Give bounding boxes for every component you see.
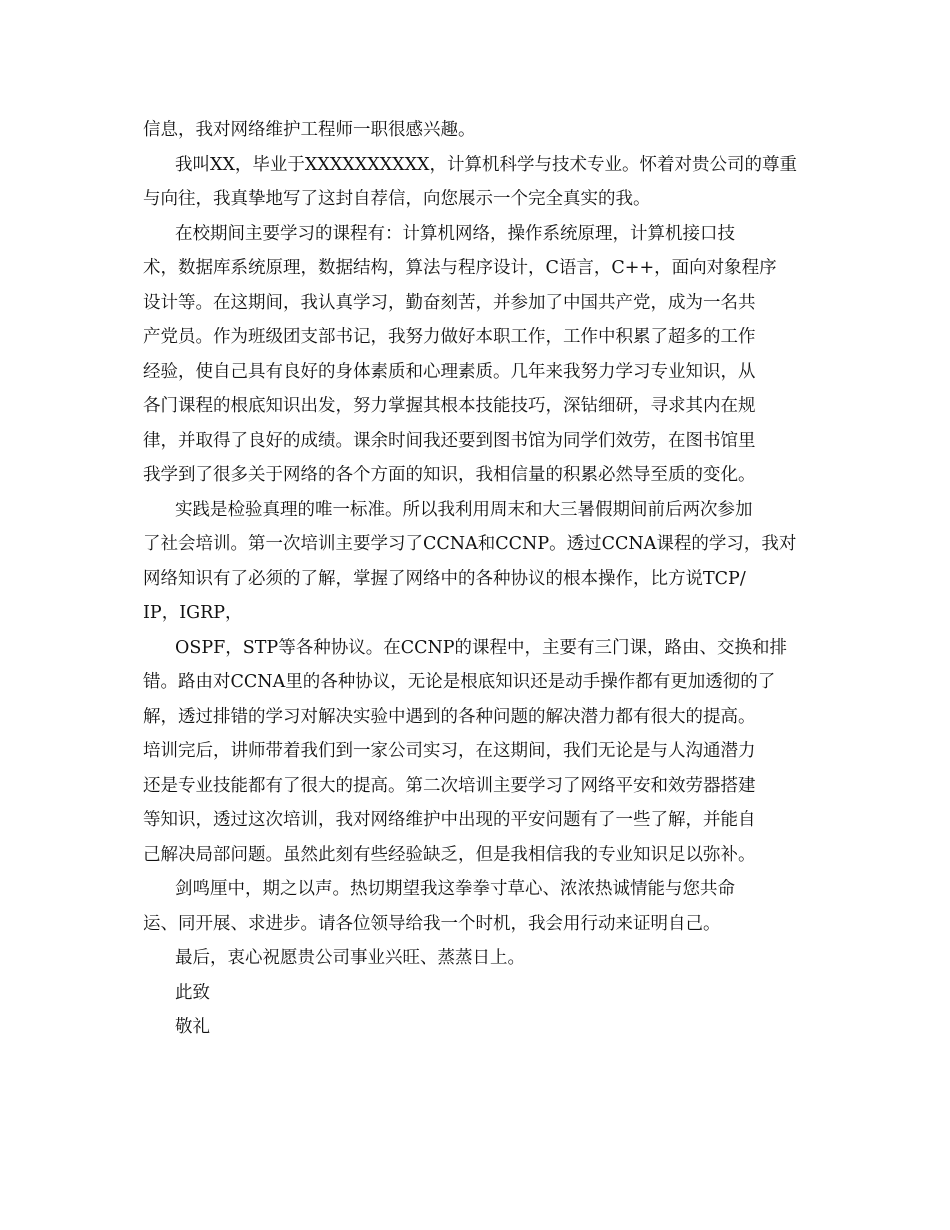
text-line: 律，并取得了良好的成绩。课余时间我还要到图书馆为同学们效劳，在图书馆里 — [143, 430, 756, 451]
text-line: 实践是检验真理的唯一标准。所以我利用周末和大三暑假期间前后两次参加 — [175, 499, 753, 520]
text-line: 了社会培训。第一次培训主要学习了CCNA和CCNP。透过CCNA课程的学习，我对 — [143, 534, 797, 554]
text-line: 等知识，透过这次培训，我对网络维护中出现的平安问题有了一些了解，并能自 — [143, 810, 756, 830]
text-line: 己解决局部问题。虽然此刻有些经验缺乏，但是我相信我的专业知识足以弥补。 — [143, 844, 756, 865]
letter-body — [143, 113, 809, 1045]
text-line: 培训完后，讲师带着我们到一家公司实习，在这期间，我们无论是与人沟通潜力 — [143, 741, 756, 761]
text-line: 各门课程的根底知识出发，努力掌握其根本技能技巧，深钻细研，寻求其内在规 — [143, 396, 756, 416]
text-line: 我学到了很多关于网络的各个方面的知识，我相信量的积累必然导至质的变化。 — [143, 465, 756, 485]
text-line: 运、同开展、求进步。请各位领导给我一个时机，我会用行动来证明自己。 — [143, 913, 721, 934]
text-line: 设计等。在这期间，我认真学习，勤奋刻苦，并参加了中国共产党，成为一名共 — [143, 292, 756, 313]
text-line: 在校期间主要学习的课程有：计算机网络，操作系统原理，计算机接口技 — [175, 223, 735, 244]
text-line: 网络知识有了必须的了解，掌握了网络中的各种协议的根本操作，比方说TCP/ — [143, 568, 746, 589]
text-line: 经验，使自己具有良好的身体素质和心理素质。几年来我努力学习专业知识，从 — [143, 361, 756, 382]
closing-salutation: 此致 — [175, 982, 210, 1003]
text-line: 术，数据库系统原理，数据结构，算法与程序设计，C语言，C++，面向对象程序 — [143, 258, 777, 278]
text-line: 我叫XX，毕业于XXXXXXXXXX，计算机科学与技术专业。怀着对贵公司的尊重 — [175, 154, 797, 175]
text-line: 与向往，我真挚地写了这封自荐信，向您展示一个完全真实的我。 — [143, 189, 651, 209]
text-line: 剑鸣厘中，期之以声。热切期望我这拳拳寸草心、浓浓热诚情能与您共命 — [175, 879, 735, 899]
text-line: 产党员。作为班级团支部书记，我努力做好本职工作，工作中积累了超多的工作 — [143, 327, 756, 347]
text-line: 解，透过排错的学习对解决实验中遇到的各种问题的解决潜力都有很大的提高。 — [143, 706, 756, 727]
text-line: 信息，我对网络维护工程师一职很感兴趣。 — [143, 120, 476, 140]
text-line: 错。路由对CCNA里的各种协议，无论是根底知识还是动手操作都有更加透彻的了 — [143, 672, 776, 692]
text-line: 最后，衷心祝愿贵公司事业兴旺、蒸蒸日上。 — [175, 948, 525, 968]
text-line: OSPF，STP等各种协议。在CCNP的课程中，主要有三门课，路由、交换和排 — [175, 637, 788, 658]
text-line: IP，IGRP， — [143, 603, 243, 623]
text-line: 还是专业技能都有了很大的提高。第二次培训主要学习了网络平安和效劳器搭建 — [143, 775, 756, 796]
closing-regards: 敬礼 — [175, 1017, 210, 1037]
